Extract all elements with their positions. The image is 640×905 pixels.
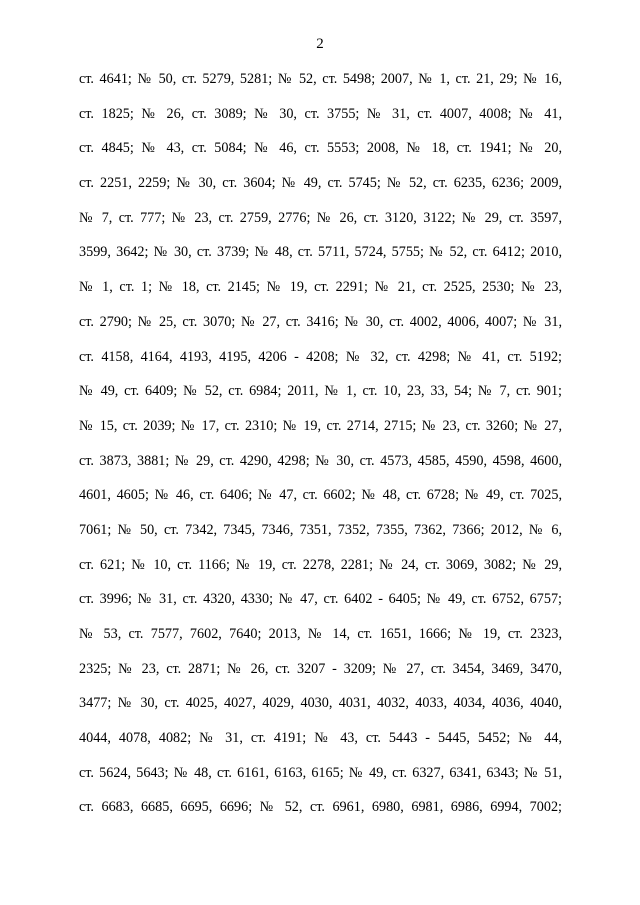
text-line: № 15, ст. 2039; № 17, ст. 2310; № 19, ст. 2714, 2715; № 23, ст. 3260; № 27, xyxy=(79,417,562,434)
text-line: № 49, ст. 6409; № 52, ст. 6984; 2011, № 1, ст. 10, 23, 33, 54; № 7, ст. 901; xyxy=(79,383,562,400)
text-line: 3599, 3642; № 30, ст. 3739; № 48, ст. 5711, 5724, 5755; № 52, ст. 6412; 2010, xyxy=(79,244,562,261)
text-line: ст. 4158, 4164, 4193, 4195, 4206 - 4208; № 32, ст. 4298; № 41, ст. 5192; xyxy=(79,348,562,365)
text-line: 4044, 4078, 4082; № 31, ст. 4191; № 43, ст. 5443 - 5445, 5452; № 44, xyxy=(79,730,562,747)
text-line: ст. 2790; № 25, ст. 3070; № 27, ст. 3416; № 30, ст. 4002, 4006, 4007; № 31, xyxy=(79,313,562,330)
text-line: № 53, ст. 7577, 7602, 7640; 2013, № 14, ст. 1651, 1666; № 19, ст. 2323, xyxy=(79,626,562,642)
page-number: 2 xyxy=(316,36,324,52)
text-line: ст. 2251, 2259; № 30, ст. 3604; № 49, ст. 5745; № 52, ст. 6235, 6236; 2009, xyxy=(79,175,562,192)
text-line: ст. 3873, 3881; № 29, ст. 4290, 4298; № 30, ст. 4573, 4585, 4590, 4598, 4600, xyxy=(79,452,562,469)
text-line: 2325; № 23, ст. 2871; № 26, ст. 3207 - 3209; № 27, ст. 3454, 3469, 3470, xyxy=(79,660,562,677)
body-text xyxy=(79,69,562,832)
text-line: ст. 4641; № 50, ст. 5279, 5281; № 52, ст. 5498; 2007, № 1, ст. 21, 29; № 16, xyxy=(79,71,562,87)
text-line: № 7, ст. 777; № 23, ст. 2759, 2776; № 26, ст. 3120, 3122; № 29, ст. 3597, xyxy=(79,209,562,226)
text-line: ст. 621; № 10, ст. 1166; № 19, ст. 2278, 2281; № 24, ст. 3069, 3082; № 29, xyxy=(79,556,562,573)
text-line: ст. 4845; № 43, ст. 5084; № 46, ст. 5553; 2008, № 18, ст. 1941; № 20, xyxy=(79,140,562,157)
text-line: 4601, 4605; № 46, ст. 6406; № 47, ст. 6602; № 48, ст. 6728; № 49, ст. 7025, xyxy=(79,487,562,504)
text-line: 3477; № 30, ст. 4025, 4027, 4029, 4030, 4031, 4032, 4033, 4034, 4036, 4040, xyxy=(79,695,562,712)
text-line: ст. 6683, 6685, 6695, 6696; № 52, ст. 6961, 6980, 6981, 6986, 6994, 7002; xyxy=(79,799,562,816)
text-line: ст. 1825; № 26, ст. 3089; № 30, ст. 3755; № 31, ст. 4007, 4008; № 41, xyxy=(79,105,562,122)
text-line: ст. 3996; № 31, ст. 4320, 4330; № 47, ст. 6402 - 6405; № 49, ст. 6752, 6757; xyxy=(79,591,562,608)
text-line: № 1, ст. 1; № 18, ст. 2145; № 19, ст. 2291; № 21, ст. 2525, 2530; № 23, xyxy=(79,279,562,296)
text-line: ст. 5624, 5643; № 48, ст. 6161, 6163, 6165; № 49, ст. 6327, 6341, 6343; № 51, xyxy=(79,764,562,781)
text-line: 7061; № 50, ст. 7342, 7345, 7346, 7351, 7352, 7355, 7362, 7366; 2012, № 6, xyxy=(79,521,562,538)
